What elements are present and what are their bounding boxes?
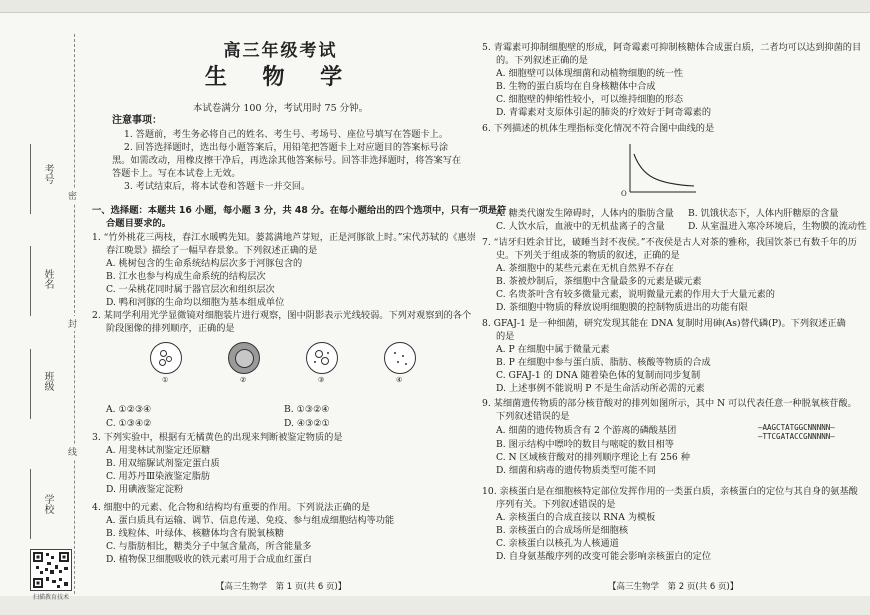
q6-option-c: C. 人饮水后，血液中的无机盐离子的含量 xyxy=(496,221,665,232)
q2-option-b: B. ①③②④ xyxy=(284,404,330,415)
top-edge xyxy=(0,0,870,13)
section-heading: 一、选择题：本题共 16 小题，每小题 3 分，共 48 分。在每小题给出的四个选项中，只有一项是符 xyxy=(92,205,507,216)
note-line: 3. 考试结束后，将本试卷和答题卡一并交回。 xyxy=(124,181,311,192)
q7-option-b: B. 茶被炒制后，茶细胞中含量最多的元素是碳元素 xyxy=(496,276,702,287)
dna-strand-top: —AAGCTATGGCNNNNN— xyxy=(758,423,835,432)
q9-option-c: C. N 区域核苷酸对的排列顺序理论上有 256 种 xyxy=(496,452,690,463)
q6-stem: 6. 下列描述的机体生理指标变化情况不符合图中曲线的是 xyxy=(482,123,715,134)
q7-option-d: D. 茶细胞中物质的释放说明细胞膜的控制物质进出的功能有限 xyxy=(496,302,748,313)
qr-caption: 扫描教育技术 xyxy=(32,594,69,601)
q1-stem: 春江晚景》描绘了一幅早春景象。下列叙述正确的是 xyxy=(106,245,318,256)
q2-stem: 2. 某同学利用光学显微镜对细胞装片进行观察，图中阴影表示光线较弱。下列对观察到的各个 xyxy=(92,310,472,321)
note-line: 1. 答题前，考生务必将自己的姓名、考生号、考场号、座位号填写在答题卡上。 xyxy=(124,129,449,140)
figure-label-3: ③ xyxy=(318,376,325,384)
exam-meta: 本试卷满分 100 分，考试用时 75 分钟。 xyxy=(192,103,369,114)
q9-option-d: D. 细菌和病毒的遗传物质类型可能不同 xyxy=(496,465,656,476)
q3-stem: 3. 下列实验中，根据有无橘黄色的出现来判断被鉴定物质的是 xyxy=(92,432,343,443)
q10-option-d: D. 自身氨基酸序列的改变可能会影响亲核蛋白的定位 xyxy=(496,551,712,562)
section-heading-cont: 合题目要求的。 xyxy=(106,218,172,229)
q5-option-c: C. 细胞壁的伸缩性较小，可以维持细胞的形态 xyxy=(496,94,684,105)
q8-stem: 8. GFAJ-1 是一种细菌，研究发现其能在 DNA 复制时用砷(As)替代磷(P)。下列叙述正确 xyxy=(482,318,846,329)
seal-mark-3: 线 xyxy=(68,444,77,459)
q10-option-a: A. 亲核蛋白的合成直接以 RNA 为模板 xyxy=(496,512,656,523)
q5-stem: 的。下列叙述正确的是 xyxy=(496,55,588,66)
q3-option-d: D. 用碘液鉴定淀粉 xyxy=(106,484,184,495)
label-school: 学校 xyxy=(42,494,53,514)
q9-option-a: A. 细菌的遗传物质含有 2 个游离的磷酸基团 xyxy=(496,425,677,436)
subject-title: 生 物 学 xyxy=(204,65,357,90)
q8-option-c: C. GFAJ-1 的 DNA 随着染色体的复制而同步复制 xyxy=(496,370,701,381)
q2-option-d: D. ④③②① xyxy=(284,418,330,429)
q1-stem: 1. “竹外桃花三两枝，春江水暖鸭先知。蒌蒿满地芦芽短，正是河豚欲上时。”宋代苏轼的《惠崇 xyxy=(92,232,476,243)
microscope-field-4 xyxy=(384,342,416,374)
q9-option-b: B. 图示结构中嘌呤的数目与嘧啶的数目相等 xyxy=(496,439,674,450)
q7-stem: 7. “诘牙归姓余甘比，破睡当封不夜侯。”不夜侯是古人对茶的雅称，我国饮茶已有数千年的历 xyxy=(482,237,857,248)
q10-option-c: C. 亲核蛋白以核孔为人核通道 xyxy=(496,538,619,549)
microscope-field-1 xyxy=(150,342,182,374)
q4-option-a: A. 蛋白质具有运输、调节、信息传递、免疫、参与组成细胞结构等功能 xyxy=(106,515,395,526)
q4-option-d: D. 植物保卫细胞吸收的铁元素可用于合成血红蛋白 xyxy=(106,554,312,565)
label-name: 姓名 xyxy=(42,269,53,289)
q8-stem: 的是 xyxy=(496,331,515,342)
note-line: 2. 回答选择题时，选出每小题答案后，用铅笔把答题卡上对应题目的答案标号涂 xyxy=(124,142,449,153)
microscope-field-3 xyxy=(306,342,338,374)
notes-heading: 注意事项： xyxy=(112,115,162,126)
q7-option-c: C. 名贵茶叶含有较多微量元素，说明微量元素的作用大于大量元素的 xyxy=(496,289,775,300)
page-1-footer: 【高三生物学 第 1 页(共 6 页)】 xyxy=(216,582,347,592)
school-field xyxy=(30,469,31,539)
q1-option-a: A. 桃树包含的生命系统结构层次多于河豚包含的 xyxy=(106,258,303,269)
q6-option-d: D. 从室温进入寒冷环境后，生物膜的流动性 xyxy=(688,221,867,232)
class-field xyxy=(30,349,31,419)
bottom-edge xyxy=(0,596,870,615)
name-field xyxy=(30,246,31,316)
q6-option-a: A. 糖类代谢发生障碍时，人体内的脂肪含量 xyxy=(496,208,674,219)
note-line: 黑。如需改动，用橡皮擦干净后，再选涂其他答案标号。回答非选择题时，将答案写在 xyxy=(112,155,462,166)
q9-stem: 9. 某细菌遗传物质的部分核苷酸对的排列如图所示，其中 N 可以代表任意一种脱氧核苷酸。 xyxy=(482,398,857,409)
seal-mark-2: 封 xyxy=(68,316,77,331)
label-exam-number: 考号 xyxy=(42,164,53,184)
q5-stem: 5. 青霉素可抑制细胞壁的形成，阿奇霉素可抑制核糖体合成蛋白质，二者均可以达到抑菌的目 xyxy=(482,42,862,53)
page-2 xyxy=(482,14,867,596)
page-1 xyxy=(88,14,507,596)
dna-strand-bottom: —TTCGATACCGNNNNN— xyxy=(758,432,835,441)
q8-option-a: A. P 在细胞中属于微量元素 xyxy=(496,344,610,355)
q10-stem: 10. 亲核蛋白是在细胞核特定部位发挥作用的一类蛋白质，亲核蛋白的定位与其自身的氨基酸 xyxy=(482,486,858,497)
qr-code-icon xyxy=(30,549,72,591)
q1-option-b: B. 江水也参与构成生命系统的结构层次 xyxy=(106,271,266,282)
page-2-footer: 【高三生物学 第 2 页(共 6 页)】 xyxy=(608,582,739,592)
q3-option-c: C. 用苏丹Ⅲ染液鉴定脂肪 xyxy=(106,471,211,482)
seal-mark-1: 密 xyxy=(68,188,77,203)
decay-curve-figure xyxy=(620,140,700,200)
q3-option-b: B. 用双缩脲试剂鉴定蛋白质 xyxy=(106,458,220,469)
q8-option-d: D. 上述事例不能说明 P 不是生命活动所必需的元素 xyxy=(496,383,705,394)
q4-stem: 4. 细胞中的元素、化合物和结构均有重要的作用。下列说法正确的是 xyxy=(92,502,371,513)
q5-option-d: D. 青霉素对支原体引起的肺炎的疗效好于阿奇霉素的 xyxy=(496,107,712,118)
q3-option-a: A. 用斐林试剂鉴定还原糖 xyxy=(106,445,211,456)
decay-curve-svg xyxy=(620,140,700,200)
q9-stem: 下列叙述错误的是 xyxy=(496,411,570,422)
q6-option-b: B. 饥饿状态下，人体内肝糖原的含量 xyxy=(688,208,839,219)
q2-option-a: A. ①②③④ xyxy=(106,404,152,415)
q2-stem: 阶段图像的排列顺序，正确的是 xyxy=(106,323,235,334)
figure-label-4: ④ xyxy=(396,376,403,384)
figure-label-1: ① xyxy=(162,376,169,384)
q4-option-c: C. 与脂肪相比，糖类分子中氢含量高，所含能量多 xyxy=(106,541,312,552)
q1-option-c: C. 一朵桃花同时属于器官层次和组织层次 xyxy=(106,284,275,295)
q1-option-d: D. 鸭和河豚的生命均以细胞为基本组成单位 xyxy=(106,297,285,308)
q4-option-b: B. 线粒体、叶绿体、核糖体均含有脱氧核糖 xyxy=(106,528,284,539)
origin-label: O xyxy=(621,190,627,198)
q7-stem: 史。下列关于组成茶的物质的叙述，正确的是 xyxy=(496,250,680,261)
microscope-field-2 xyxy=(228,342,260,374)
q10-option-b: B. 亲核蛋白的合成场所是细胞核 xyxy=(496,525,629,536)
note-line: 答题卡上。写在本试卷上无效。 xyxy=(112,168,241,179)
label-class: 班级 xyxy=(42,371,53,391)
q5-option-a: A. 细胞壁可以体现细菌和动植物细胞的统一性 xyxy=(496,68,684,79)
q10-stem: 序列有关。下列叙述错误的是 xyxy=(496,499,616,510)
q8-option-b: B. P 在细胞中参与蛋白质、脂肪、核酸等物质的合成 xyxy=(496,357,711,368)
exam-title: 高三年级考试 xyxy=(223,41,338,61)
q2-option-c: C. ①③④② xyxy=(106,418,152,429)
exam-number-field xyxy=(30,144,31,214)
q5-option-b: B. 生物的蛋白质均在自身核糖体中合成 xyxy=(496,81,656,92)
q7-option-a: A. 茶细胞中的某些元素在无机自然界不存在 xyxy=(496,263,674,274)
seal-line xyxy=(74,34,75,594)
decay-curve xyxy=(634,154,694,186)
figure-label-2: ② xyxy=(240,376,247,384)
binding-strip xyxy=(0,14,88,601)
